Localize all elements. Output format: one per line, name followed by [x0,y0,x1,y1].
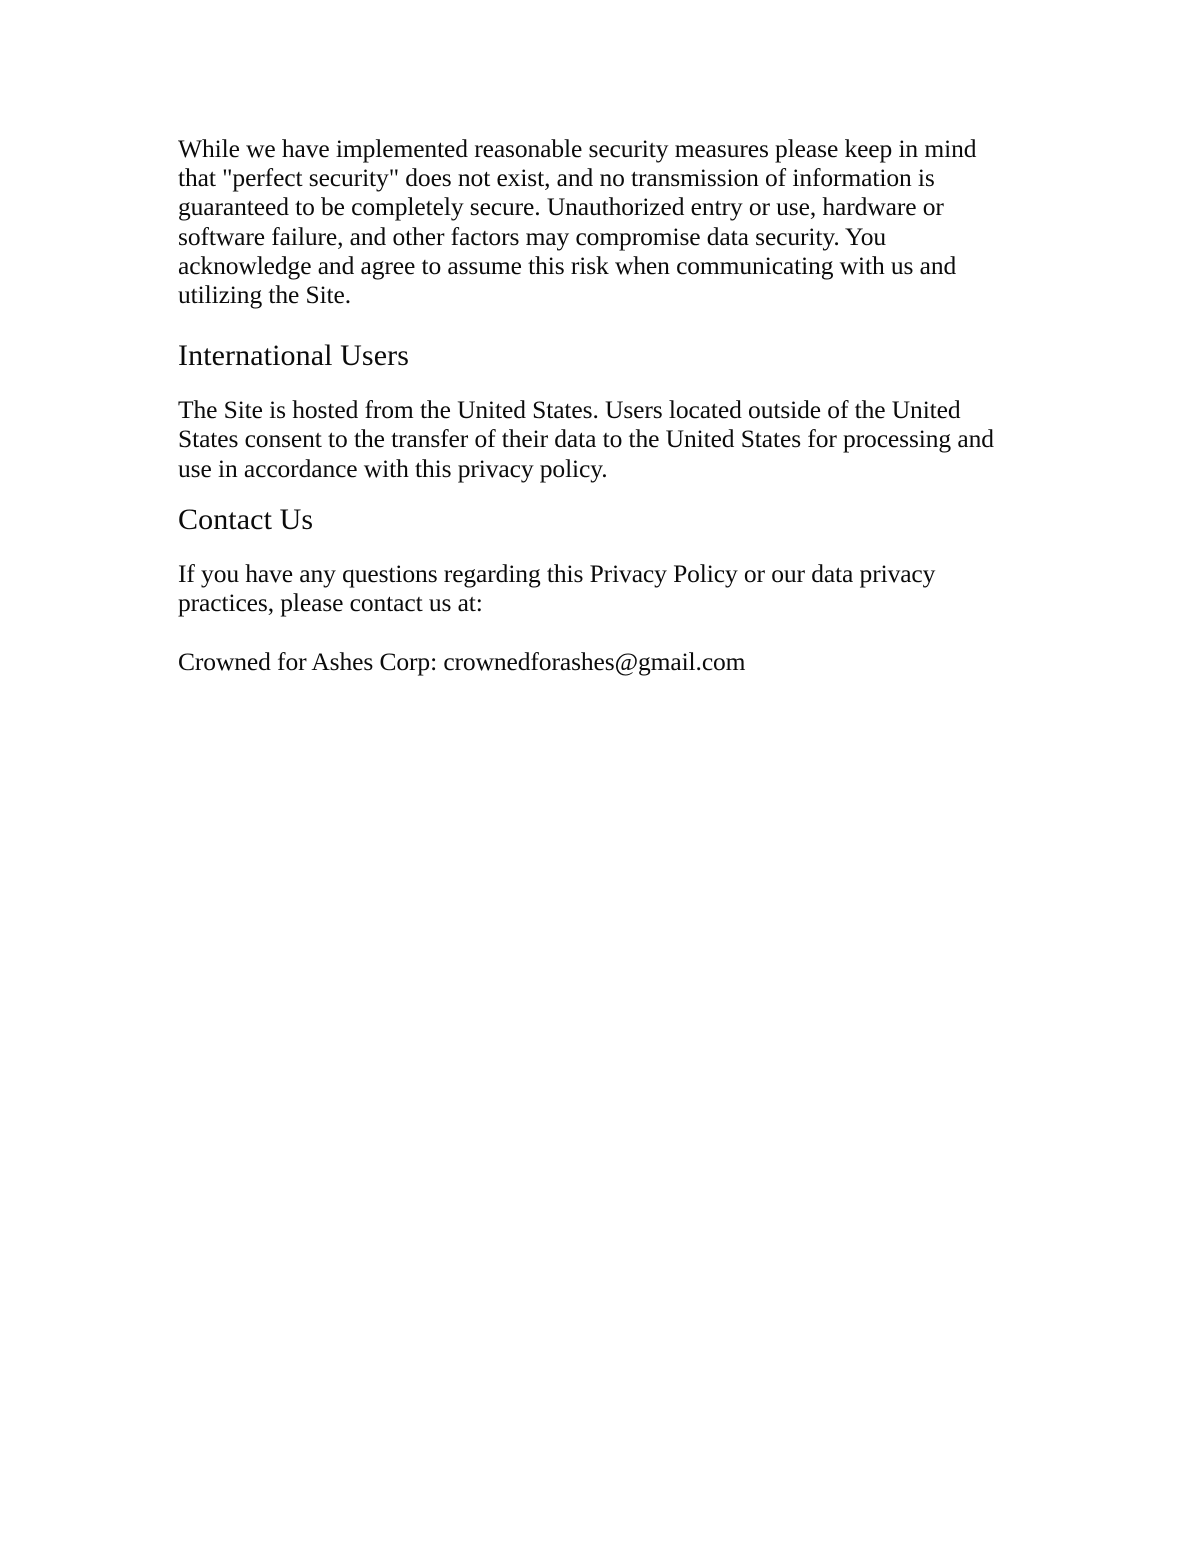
heading-international-users: International Users [178,339,409,373]
paragraph-international-users: The Site is hosted from the United States. Users located outside of the United States consent to the transfer of their data to the United States for processing and use in accordance with this privacy policy. [178,395,994,483]
heading-contact-us: Contact Us [178,502,314,536]
contact-email-line: Crowned for Ashes Corp: crownedforashes@gmail.com [178,647,746,677]
paragraph-security-disclaimer: While we have implemented reasonable security measures please keep in mind that "perfect security" does not exist, and no transmission of information is guaranteed to be completely secure. Unauthorized entry or use, hardware or software failure, and other factors may compromise data security. You acknowledge and agree to assume this risk when communicating with us and utilizing the Site. [178,134,977,310]
paragraph-contact-intro: If you have any questions regarding this Privacy Policy or our data privacy practices, please contact us at: [178,558,936,618]
section-international-users [178,339,1014,483]
document-content [178,134,1014,676]
section-contact-us [178,503,1014,677]
